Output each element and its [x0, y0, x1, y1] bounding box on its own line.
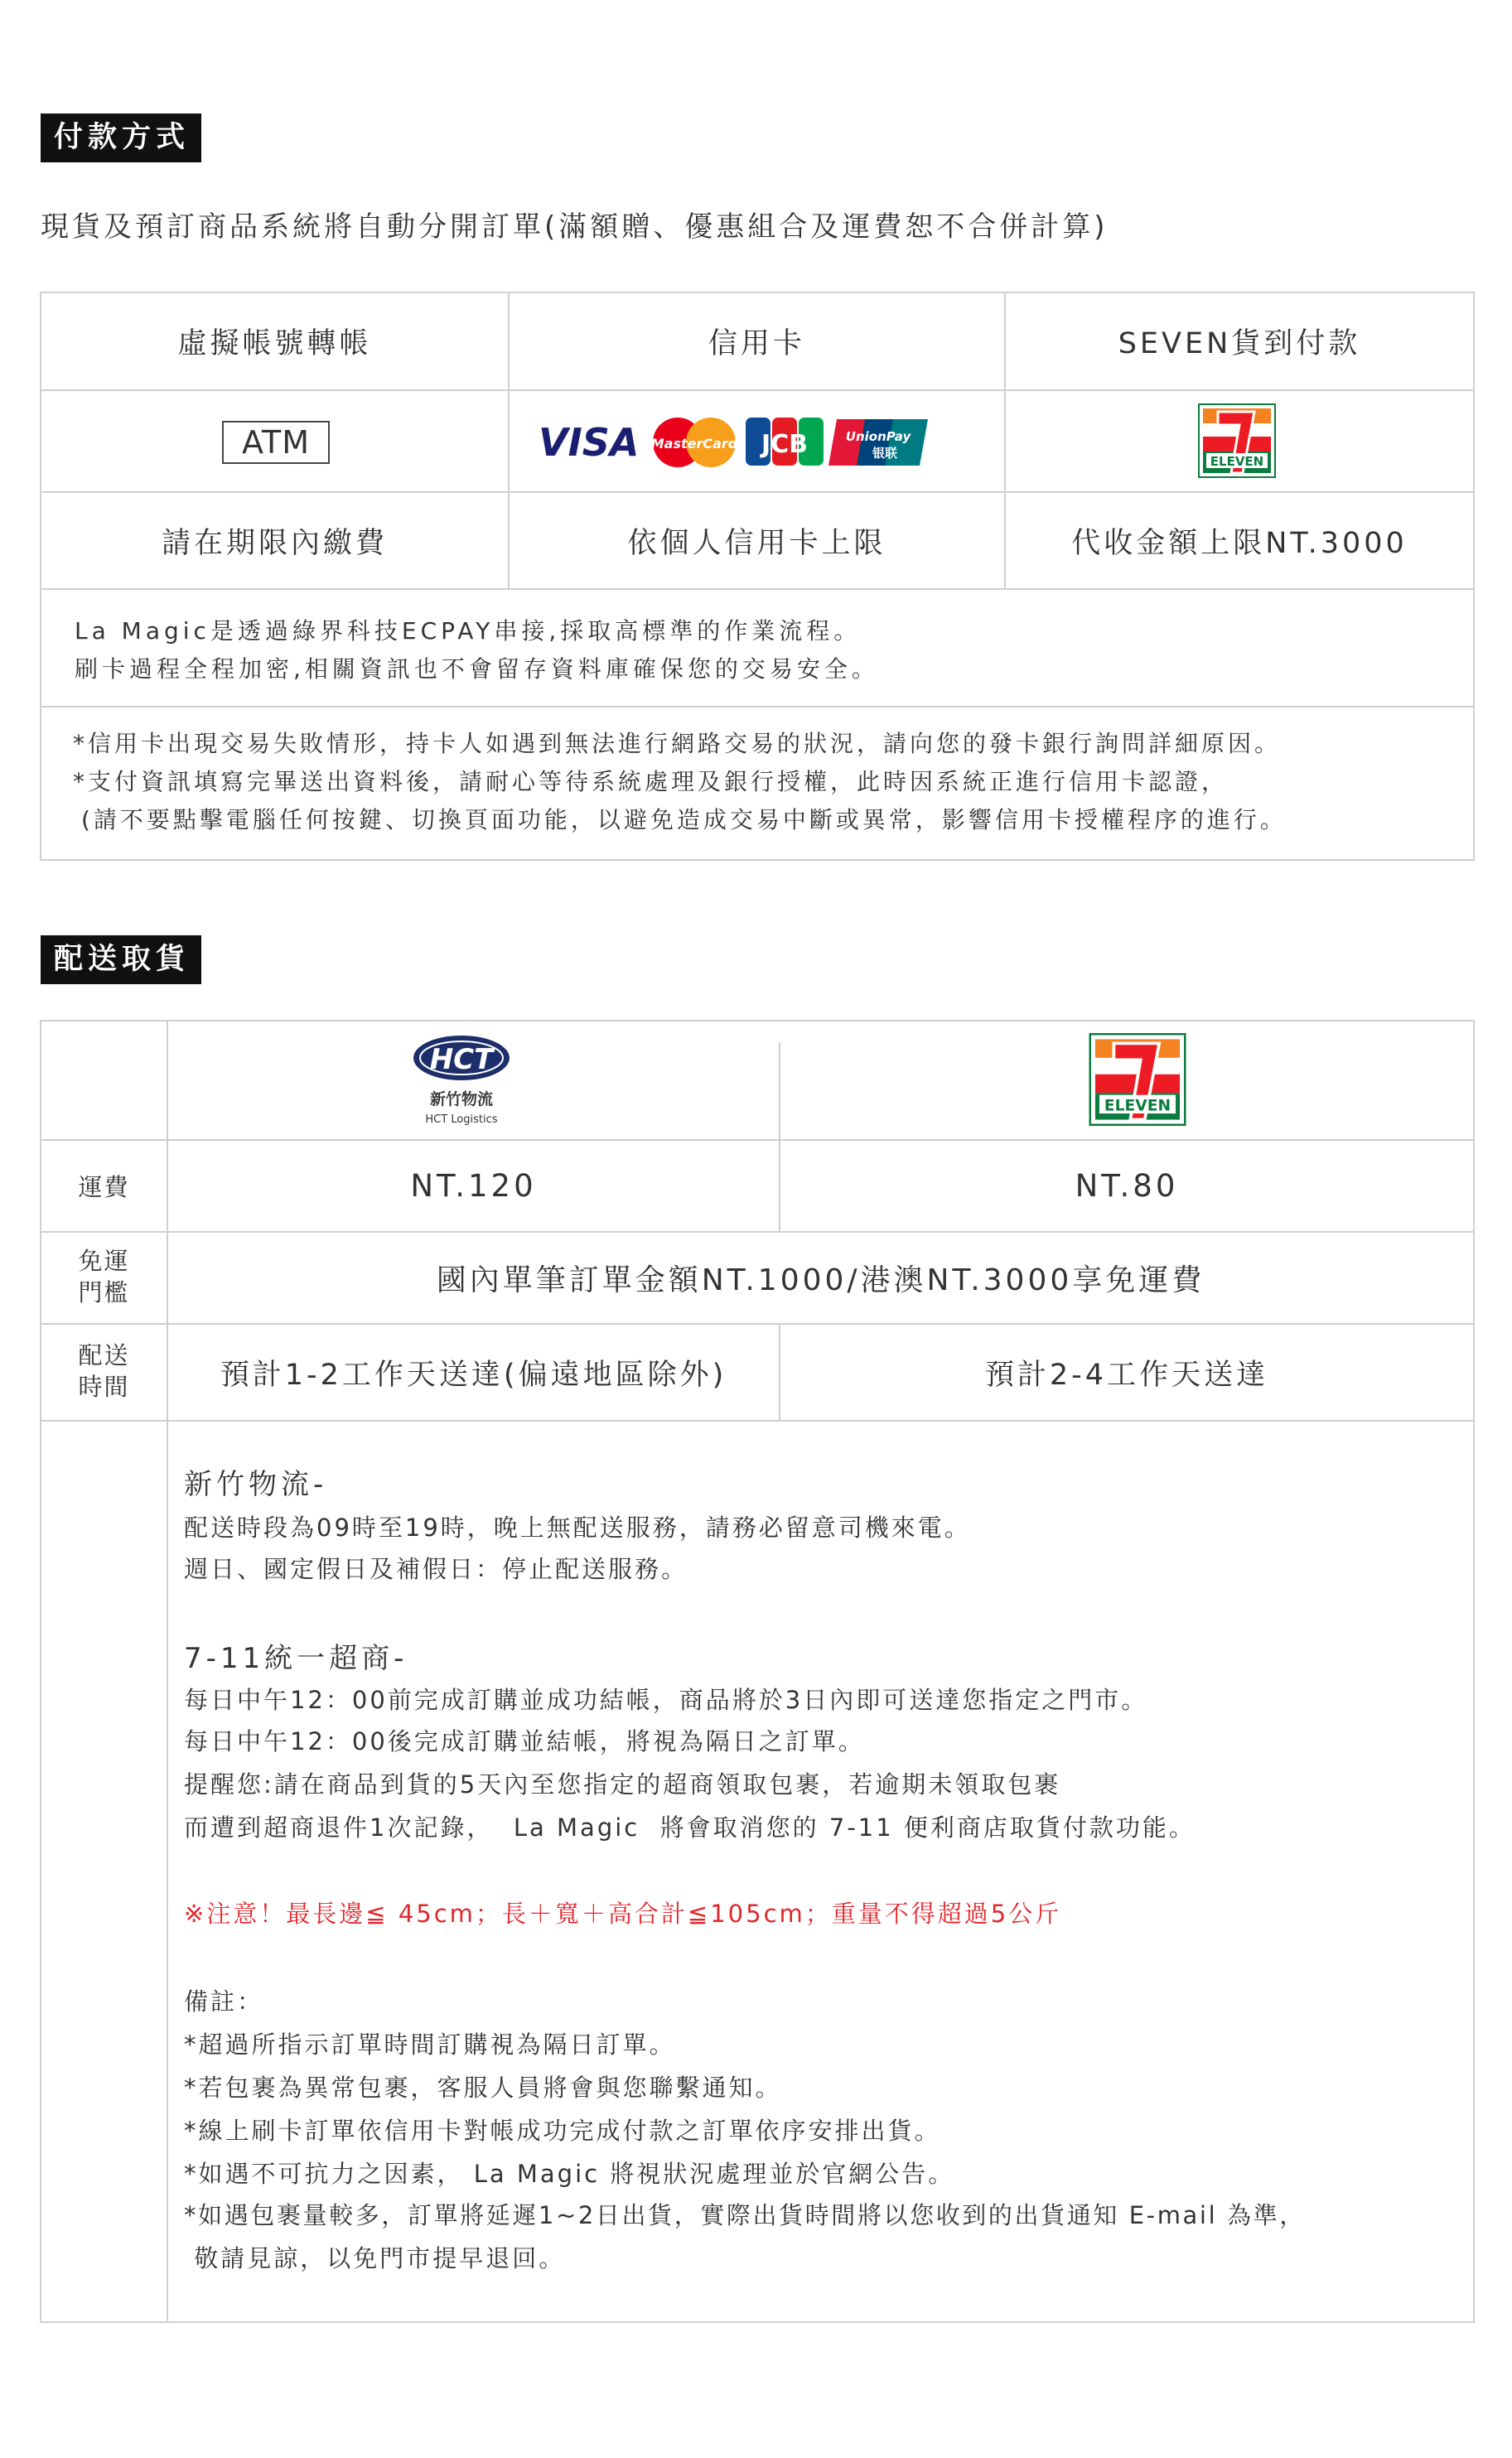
hct-name: 新竹物流 — [429, 1090, 494, 1108]
fee-label: 運費 — [78, 1173, 130, 1201]
seven-line-4: 而遭到超商退件1次記錄， La Magic 將會取消您的 7-11 便利商店取貨付款功能。 — [184, 1813, 1196, 1842]
fee-seven: NT.80 — [1075, 1168, 1179, 1204]
payment-note-1: *信用卡出現交易失敗情形，持卡人如遇到無法進行網路交易的狀況，請向您的發卡銀行詢問詳細原因。 — [73, 730, 1282, 757]
remark-line-4: *如遇不可抗力之因素， La Magic 將視狀況處理並於官網公告。 — [184, 2160, 955, 2188]
payment-intro: 現貨及預訂商品系統將自動分開訂單(滿額贈、優惠組合及運費恕不合併計算) — [41, 210, 1109, 244]
col-credit-card: 信用卡 — [708, 327, 805, 360]
mastercard-logo — [651, 418, 738, 467]
unionpay-logo-cn: 银联 — [872, 446, 898, 461]
fee-hct: NT.120 — [410, 1168, 537, 1204]
remark-line-6: 敬請見諒，以免門市提早退回。 — [184, 2244, 566, 2272]
limit-seven-cod: 代收金額上限NT.3000 — [1071, 526, 1408, 560]
seven-eleven-logo — [1198, 403, 1276, 478]
free-shipping-text: 國內單筆訂單金額NT.1000/港澳NT.3000享免運費 — [436, 1263, 1205, 1297]
mastercard-logo-text: MasterCard — [650, 436, 738, 452]
free-shipping-label — [41, 1245, 167, 1308]
limit-virtual-account: 請在期限內繳費 — [161, 526, 388, 560]
security-line-1: La Magic是透過綠界科技ECPAY串接,採取高標準的作業流程。 — [75, 617, 862, 645]
visa-logo — [539, 420, 639, 465]
hct-line-2: 週日、國定假日及補假日：停止配送服務。 — [184, 1555, 688, 1583]
free-shipping-label-1: 免運 — [78, 1247, 130, 1275]
payment-section-title: 付款方式 — [41, 113, 201, 162]
delivery-time-seven: 預計2-4工作天送達 — [984, 1358, 1269, 1392]
remark-line-2: *若包裹為異常包裹，客服人員將會與您聯繫通知。 — [184, 2074, 782, 2102]
col-seven-cod: SEVEN貨到付款 — [1118, 327, 1361, 360]
seven-line-3: 提醒您:請在商品到貨的5天內至您指定的超商領取包裹，若逾期未領取包裹 — [184, 1770, 1061, 1799]
remark-title: 備註： — [184, 1987, 264, 2016]
jcb-logo-text: JCB — [761, 430, 809, 459]
security-line-2: 刷卡過程全程加密,相關資訊也不會留存資料庫確保您的交易安全。 — [75, 655, 879, 683]
size-weight-warning: ※注意！最長邊≦ 45cm；長＋寬＋高合計≦105cm；重量不得超過5公斤 — [184, 1900, 1062, 1928]
payment-note-2: *支付資訊填寫完畢送出資料後，請耐心等待系統處理及銀行授權，此時因系統正進行信用卡認證， — [73, 768, 1229, 795]
hct-title: 新竹物流- — [184, 1468, 328, 1501]
seven-logo-text: ELEVEN — [1210, 454, 1264, 469]
remark-line-3: *線上刷卡訂單依信用卡對帳成功完成付款之訂單依序安排出貨。 — [184, 2117, 941, 2145]
unionpay-logo — [828, 419, 928, 466]
jcb-logo — [746, 418, 824, 466]
col-virtual-account: 虛擬帳號轉帳 — [177, 327, 372, 360]
delivery-time-label-2: 時間 — [78, 1373, 130, 1401]
delivery-time-hct: 預計1-2工作天送達(偏遠地區除外) — [220, 1358, 727, 1392]
delivery-section-title: 配送取貨 — [41, 935, 201, 984]
seven-delivery-logo-text: ELEVEN — [1104, 1097, 1171, 1115]
hct-logo-text: HCT — [429, 1043, 494, 1076]
atm-logo: ATM — [222, 421, 330, 464]
seven-line-1: 每日中午12：00前完成訂購並成功結帳，商品將於3日內即可送達您指定之門市。 — [184, 1686, 1148, 1714]
hct-sub: HCT Logistics — [425, 1113, 498, 1126]
card-logos — [537, 413, 968, 469]
payment-note-3: (請不要點擊電腦任何按鍵、切換頁面功能，以避免造成交易中斷或異常，影響信用卡授權程序的進行。 — [81, 806, 1287, 833]
seven-line-2: 每日中午12：00後完成訂購並結帳，將視為隔日之訂單。 — [184, 1727, 865, 1755]
delivery-time-label — [41, 1340, 167, 1403]
limit-credit-card: 依個人信用卡上限 — [627, 526, 886, 560]
visa-logo-text: VISA — [539, 420, 640, 465]
unionpay-logo-text: UnionPay — [845, 429, 911, 444]
remark-line-5: *如遇包裹量較多，訂單將延遲1~2日出貨，實際出貨時間將以您收到的出貨通知 E-mail 為準， — [184, 2201, 1306, 2229]
hct-line-1: 配送時段為09時至19時，晚上無配送服務，請務必留意司機來電。 — [184, 1514, 971, 1542]
free-shipping-label-2: 門檻 — [78, 1278, 130, 1306]
seven-title: 7-11統一超商- — [184, 1642, 408, 1675]
seven-eleven-delivery-logo — [1089, 1033, 1186, 1126]
delivery-time-label-1: 配送 — [78, 1341, 130, 1369]
hct-logo — [399, 1033, 524, 1131]
remark-line-1: *超過所指示訂單時間訂購視為隔日訂單。 — [184, 2031, 676, 2059]
